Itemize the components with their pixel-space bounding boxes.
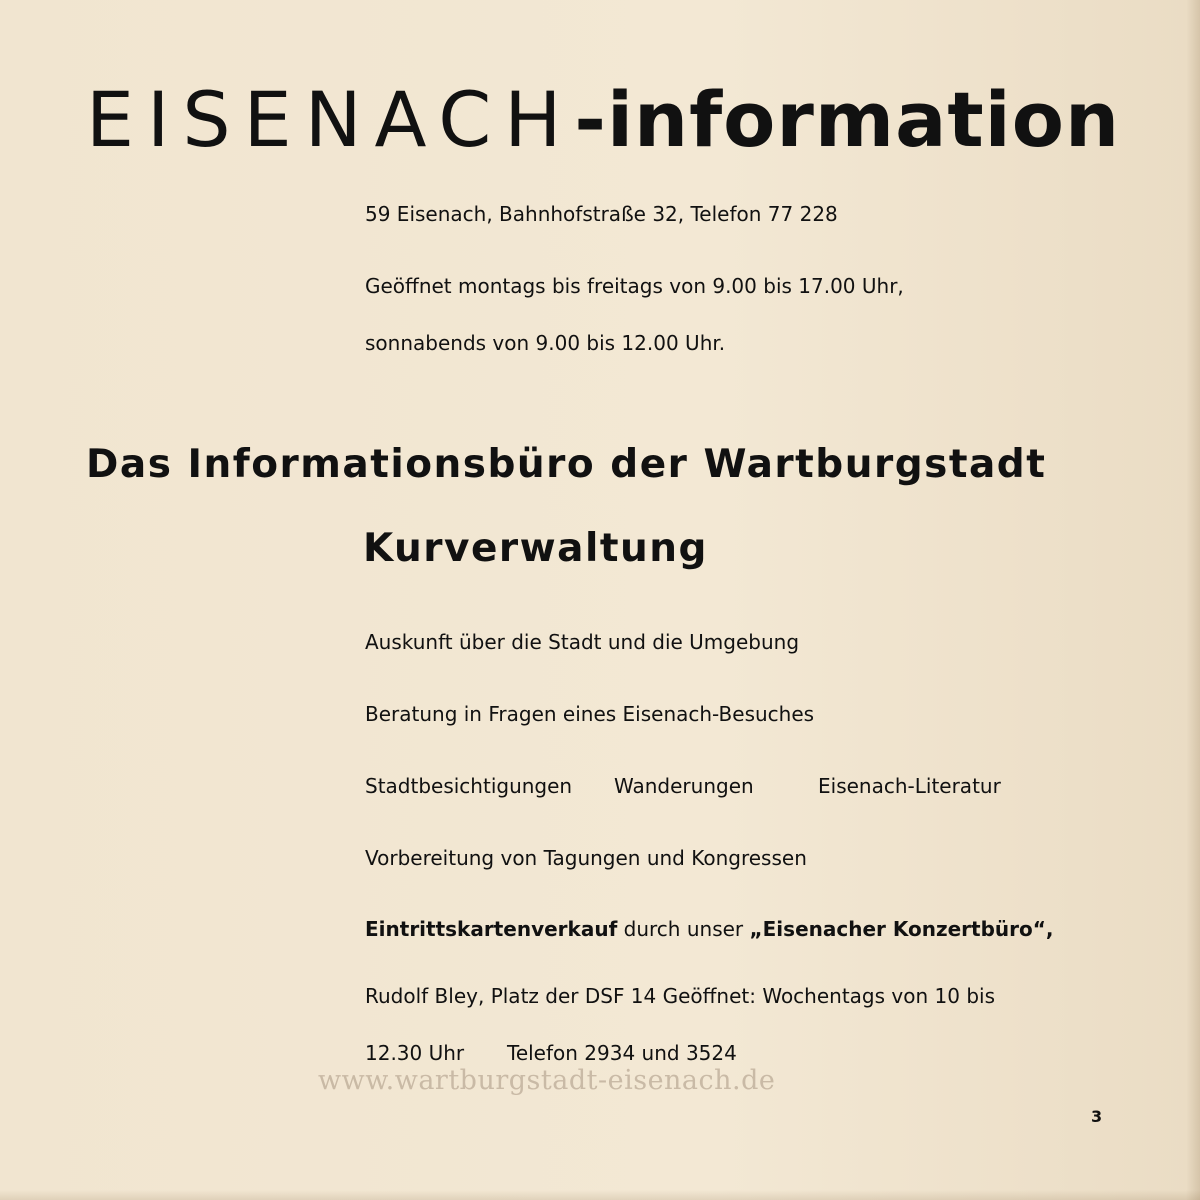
opening-hours-weekdays: Geöffnet montags bis freitags von 9.00 bis 17.00 Uhr, xyxy=(365,274,904,298)
concert-office-phone: Telefon 2934 und 3524 xyxy=(507,1041,737,1065)
service-hikes: Wanderungen xyxy=(614,774,754,798)
service-tours: Stadtbesichtigungen xyxy=(365,774,573,798)
office-heading: Das Informationsbüro der Wartburgstadt xyxy=(86,442,1047,487)
service-literature: Eisenach-Literatur xyxy=(818,774,1001,798)
service-conferences: Vorbereitung von Tagungen und Kongressen xyxy=(365,846,807,870)
ticket-sales-middle: durch unser xyxy=(617,917,750,941)
service-info: Auskunft über die Stadt und die Umgebung xyxy=(365,630,800,654)
administration-heading: Kurverwaltung xyxy=(363,526,708,571)
opening-hours-saturday: sonnabends von 9.00 bis 12.00 Uhr. xyxy=(365,331,726,355)
concert-office-closing: 12.30 Uhr xyxy=(365,1041,465,1065)
ticket-sales-line xyxy=(365,917,1054,941)
website-watermark: www.wartburgstadt-eisenach.de xyxy=(318,1065,776,1096)
masthead-word: EISENACH xyxy=(86,75,575,164)
masthead-title xyxy=(86,70,1120,170)
paper-edge-shadow xyxy=(1186,0,1200,1200)
office-address: 59 Eisenach, Bahnhofstraße 32, Telefon 77 228 xyxy=(365,202,838,226)
page-number: 3 xyxy=(1091,1107,1103,1126)
service-advice: Beratung in Fragen eines Eisenach-Besuches xyxy=(365,702,815,726)
ticket-sales-label: Eintrittskartenverkauf xyxy=(365,917,618,941)
paper-bottom-shadow xyxy=(0,1190,1200,1200)
concert-office-name: „Eisenacher Konzertbüro“, xyxy=(749,917,1054,941)
concert-office-address-hours: Rudolf Bley, Platz der DSF 14 Geöffnet: Wochentags von 10 bis xyxy=(365,984,995,1008)
masthead-suffix: -information xyxy=(574,75,1121,164)
